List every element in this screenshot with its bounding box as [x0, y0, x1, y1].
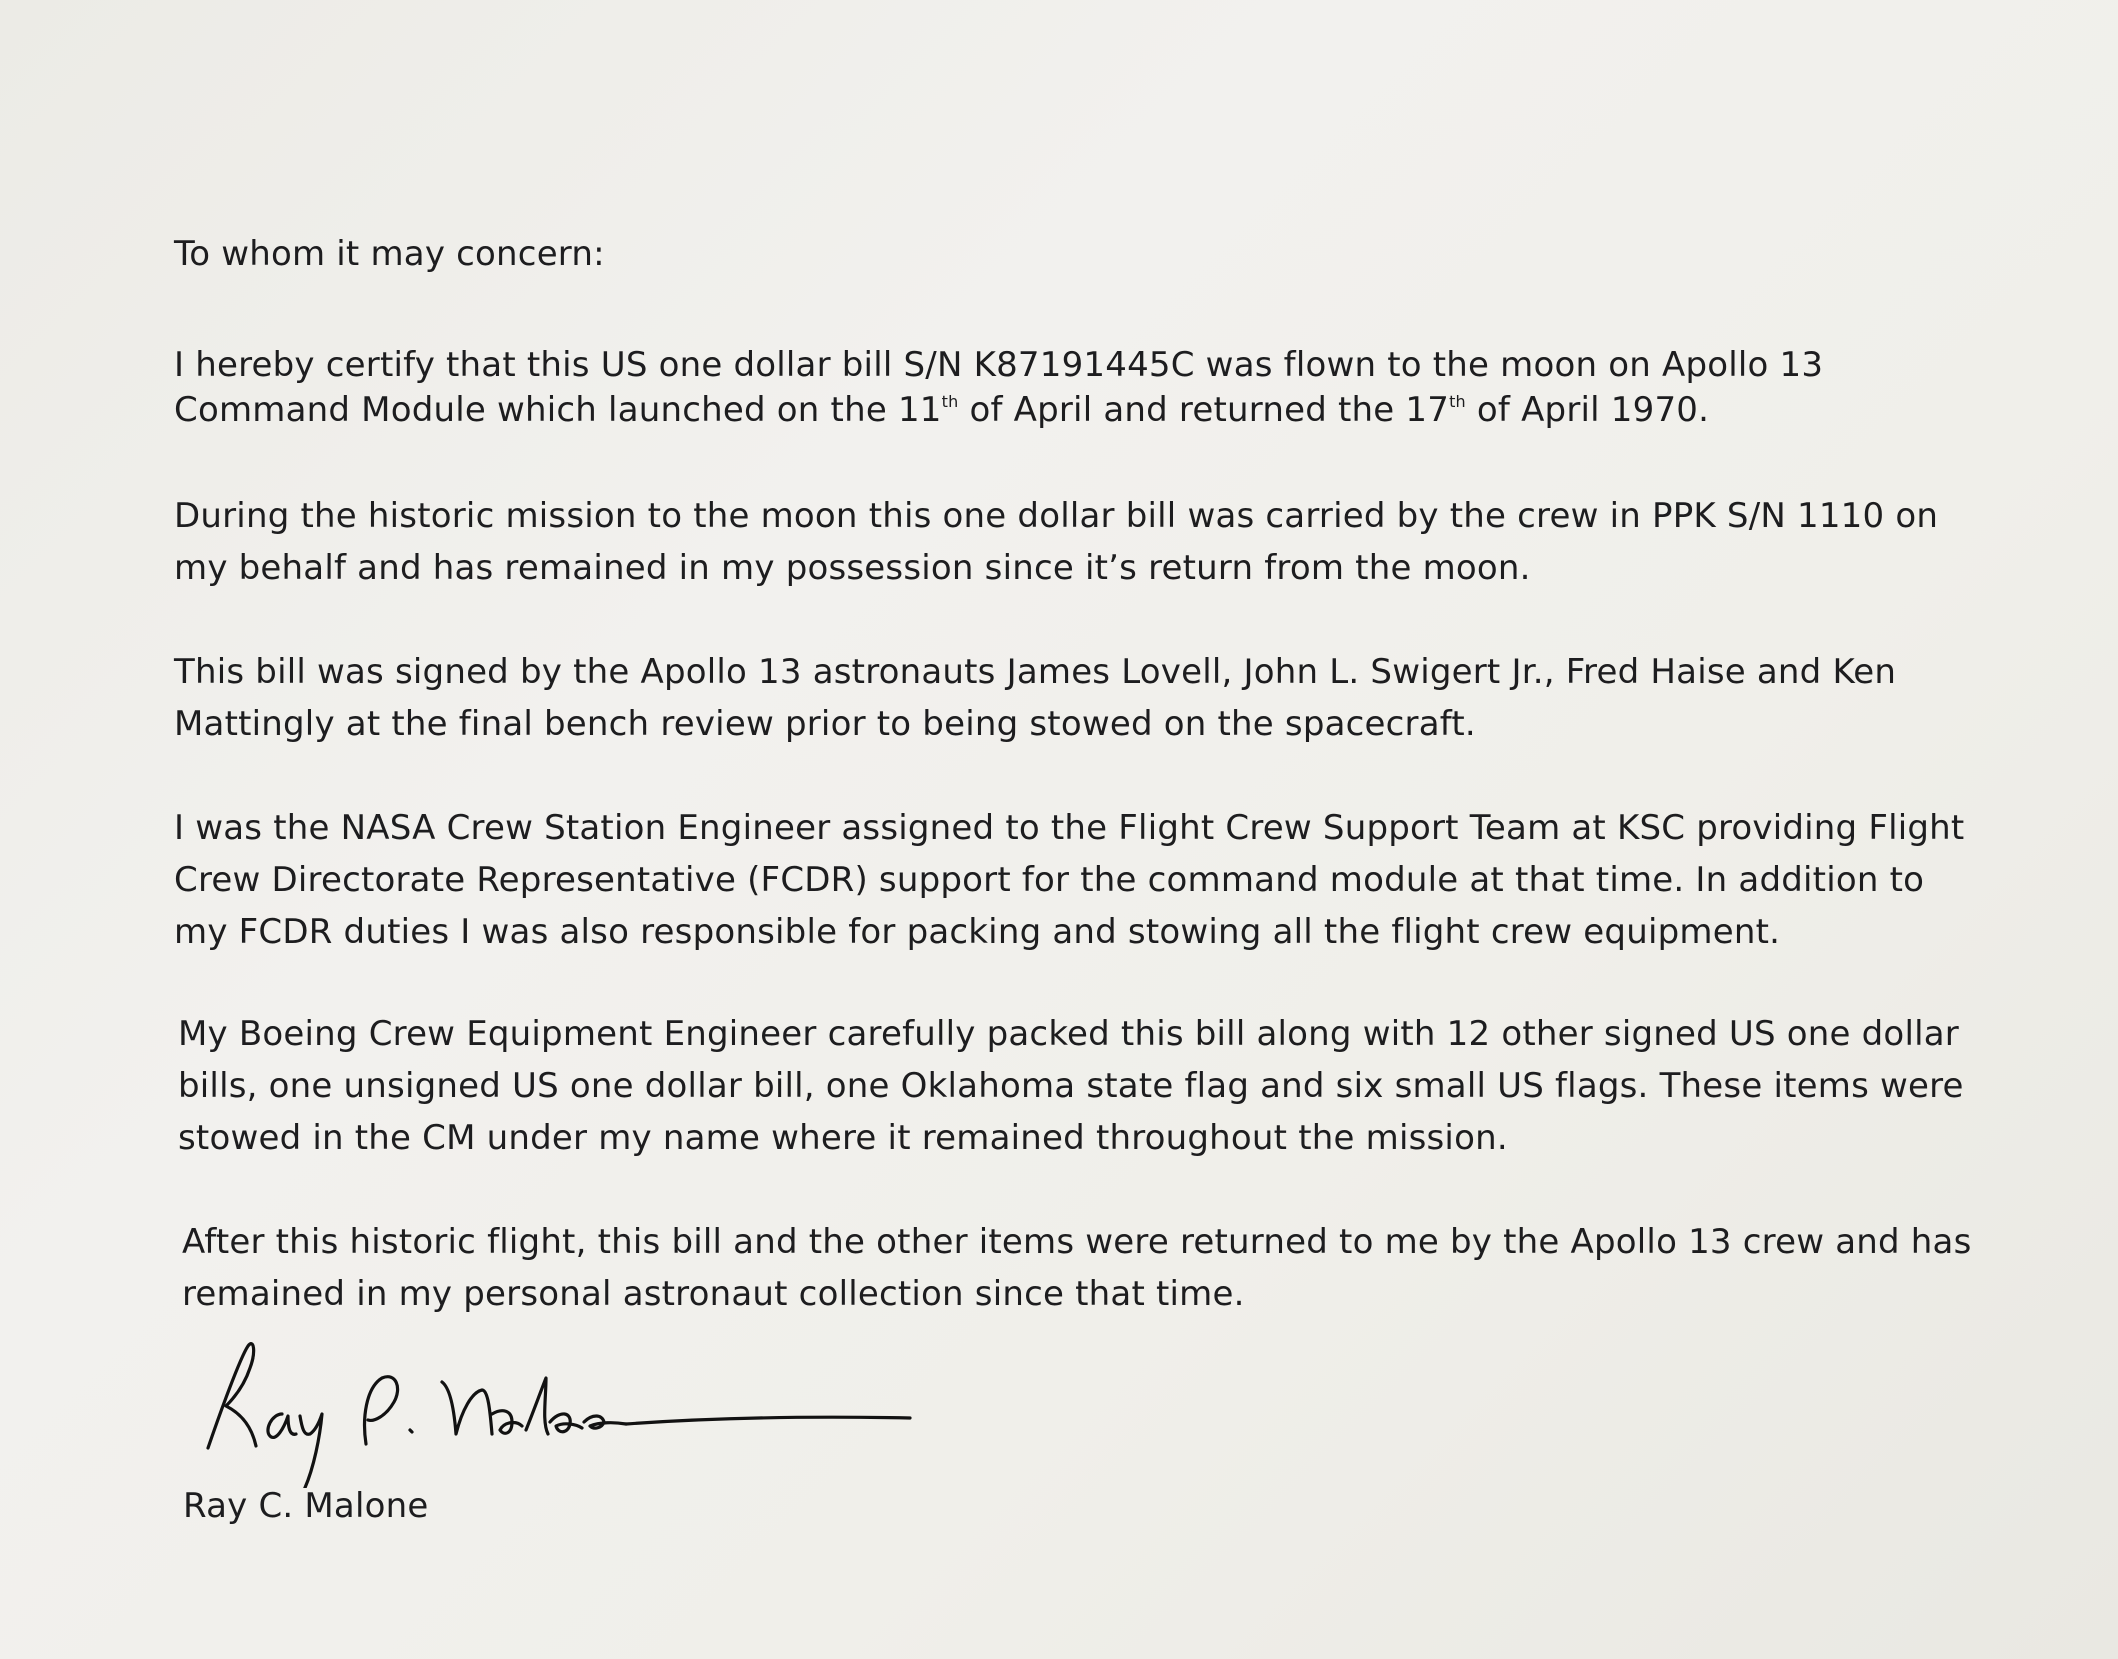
paragraph-6-line-2: remained in my personal astronaut collection since that time. — [182, 1274, 1245, 1314]
paragraph-5-line-2: bills, one unsigned US one dollar bill, one Oklahoma state flag and six small US flags. These items were — [178, 1066, 1964, 1106]
paragraph-3-line-1: This bill was signed by the Apollo 13 astronauts James Lovell, John L. Swigert Jr., Fred Haise and Ken — [174, 652, 1897, 692]
printed-name: Ray C. Malone — [183, 1486, 429, 1526]
handwritten-signature — [190, 1318, 920, 1488]
paragraph-5-line-3: stowed in the CM under my name where it remained throughout the mission. — [178, 1118, 1508, 1158]
paragraph-3-line-2: Mattingly at the final bench review prior to being stowed on the spacecraft. — [174, 704, 1476, 744]
ordinal-suffix-11th: th — [941, 392, 959, 411]
paragraph-4-line-1: I was the NASA Crew Station Engineer assigned to the Flight Crew Support Team at KSC providing Flight — [174, 808, 1965, 848]
paragraph-2-line-2: my behalf and has remained in my possession since it’s return from the moon. — [174, 548, 1531, 588]
paragraph-1-line-1: I hereby certify that this US one dollar bill S/N K87191445C was flown to the moon on Apollo 13 — [174, 345, 1824, 385]
paragraph-1-line-2-text-a: Command Module which launched on the 11 — [174, 390, 942, 430]
paragraph-1-line-2 — [174, 388, 1709, 432]
salutation: To whom it may concern: — [174, 234, 605, 274]
paragraph-6-line-1: After this historic flight, this bill and the other items were returned to me by the Apollo 13 crew and has — [182, 1222, 1972, 1262]
paragraph-4-line-2: Crew Directorate Representative (FCDR) support for the command module at that time. In addition to — [174, 860, 1925, 900]
paragraph-5-line-1: My Boeing Crew Equipment Engineer carefully packed this bill along with 12 other signed US one dollar — [178, 1014, 1959, 1054]
paragraph-1-line-2-text-b: of April and returned the 17 — [958, 390, 1450, 430]
paragraph-2-line-1: During the historic mission to the moon this one dollar bill was carried by the crew in PPK S/N 1110 on — [174, 496, 1939, 536]
ordinal-suffix-17th: th — [1449, 392, 1466, 411]
paragraph-4-line-3: my FCDR duties I was also responsible for packing and stowing all the flight crew equipment. — [174, 912, 1781, 952]
paragraph-1-line-2-text-c: of April 1970. — [1465, 390, 1710, 430]
